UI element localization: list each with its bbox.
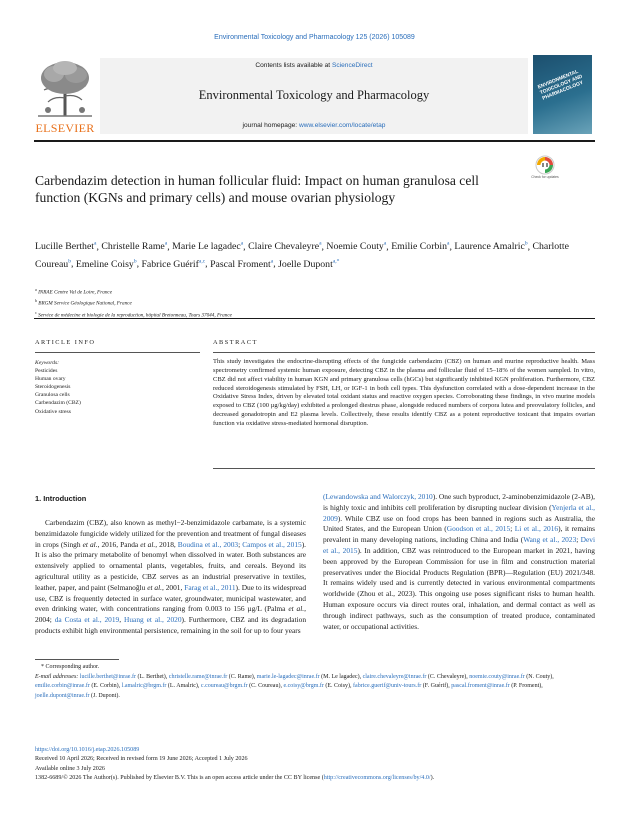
keywords-block	[35, 359, 200, 416]
keyword-item: Carbendazim (CBZ)	[35, 400, 81, 407]
license-link[interactable]: http://creativecommons.org/licenses/by/4.0/	[323, 774, 431, 781]
introduction-heading: 1. Introduction	[35, 494, 87, 503]
body-text: ,	[119, 615, 125, 625]
email-link[interactable]: fabrice.guerif@univ-tours.fr	[353, 683, 422, 690]
email-owner: (P. Froment),	[509, 683, 543, 690]
author-name: Lucille Berthet	[35, 241, 95, 253]
author-name: Emeline Coisy	[75, 258, 134, 270]
author-entry	[35, 241, 96, 252]
citation-link[interactable]: Yenjerla et al., 2009	[323, 502, 595, 523]
check-for-updates-label: Check for updates	[531, 175, 559, 179]
email-link[interactable]: e.coisy@brgm.fr	[283, 683, 324, 690]
body-text: ;	[576, 535, 581, 545]
citation-link[interactable]: Wang et al., 2023	[523, 535, 577, 545]
keyword-item: Steroidogenesis	[35, 384, 71, 391]
keyword-item: Oxidative stress	[35, 408, 71, 415]
author-name: Charlotte Coureau	[35, 241, 569, 270]
introduction-column-left	[35, 518, 306, 637]
journal-title: Environmental Toxicology and Pharmacology	[198, 88, 430, 102]
author-name: Christelle Rame	[101, 241, 165, 253]
citation-link[interactable]: Li et al., 2016	[514, 524, 559, 534]
check-for-updates-badge[interactable]	[531, 155, 559, 185]
author-affiliation-marker[interactable]: b	[68, 258, 71, 265]
email-link[interactable]: christelle.rame@inrae.fr	[168, 673, 228, 680]
author-entry	[172, 241, 243, 252]
contents-prefix: Contents lists available at	[255, 62, 332, 69]
email-link[interactable]: marie.le-lagadec@inrae.fr	[256, 673, 320, 680]
homepage-prefix: journal homepage:	[242, 122, 299, 129]
publication-info	[35, 746, 595, 783]
email-owner: (M. Le lagadec),	[319, 673, 363, 680]
corresponding-author-note: * Corresponding author.	[41, 664, 100, 670]
abstract-text: This study investigates the endocrine-disrupting effects of the fungicide carbendazim (CBZ) on human and murine reproductive health. Mass spectrometry confirmed systemic human exposure, detecting CBZ in the plasma and follicular fluid of 15–18% of the women sampled. In vitro, CBZ did not affect viability in human KGN and primary granulosa cells (hGCs) but significantly inhibited KGN proliferation. Furthermore, CBZ reduced steroidogenesis stimulated by FSH, LH, or IGF-1 in both cell types. This dysfunction correlated with a dose-dependent increase in the Oxidative Stress Index, driven by elevated total oxidant status and reactive oxygen species. Corroborating these findings, in vivo murine models exposed to CBZ (100 µg/kg/day) exhibited a prolonged diestrus phase, alongside reduced numbers of corpora lutea and preovulatory follicles, and decreased gonadotropin and E2 plasma levels. Collectively, these results identify CBZ as a potent reproductive toxicant that impairs ovarian function via oxidative stress-mediated hormonal disruption.	[213, 358, 595, 427]
body-text: ;	[238, 539, 243, 549]
citation-link[interactable]: Goodson et al., 2015	[446, 524, 511, 534]
license-suffix: ).	[430, 774, 435, 781]
email-owner: (J. Dupont).	[89, 692, 120, 699]
email-owner: (E. Coisy),	[323, 683, 354, 690]
body-text: , 2001,	[162, 582, 185, 592]
header-rule	[34, 140, 595, 142]
author-affiliation-marker[interactable]: a	[240, 241, 244, 247]
email-owner: (C. Chevaleyre),	[426, 673, 470, 680]
author-name: Laurence Amalric	[454, 241, 525, 253]
section-rule	[34, 318, 595, 319]
author-entry	[278, 259, 339, 270]
author-entry	[326, 241, 386, 252]
journal-citation[interactable]: Environmental Toxicology and Pharmacology 125 (2026) 105089	[214, 34, 415, 41]
author-affiliation-marker[interactable]: a	[164, 241, 168, 247]
author-entry	[454, 241, 527, 252]
author-name: Noemie Couty	[326, 241, 384, 253]
journal-cover-image	[533, 55, 592, 134]
introduction-column-right	[323, 492, 595, 632]
affiliation	[35, 286, 595, 297]
affiliation-text: INRAE Centre Val de Loire, France	[38, 289, 113, 296]
email-link[interactable]: lucille.berthet@inrae.fr	[79, 673, 136, 680]
contents-line	[100, 62, 528, 69]
author-name: Joelle Dupont	[278, 258, 333, 270]
body-text: ). In addition, CBZ was reintroduced to the European market in 2021, having been approved by the European Commission for use in film and construction material preservatives under the Biocidal Products Regulation (BPR)—Regulation (EU) 2021/348. It remains widely used and is currently detected in various environmental compartments worldwide (Zhou et al., 2023). This ongoing use poses significant risks to human health. Human exposure occurs via direct routes oral, inhalation, and dermal contact as well as through indirect pathways, such as the consumption of treated produce, contaminated water, or occupational activities.	[323, 545, 596, 631]
email-link[interactable]: pascal.froment@inrae.fr	[451, 683, 510, 690]
author-name: Fabrice Guérif	[141, 258, 199, 270]
keyword-item: Human ovary	[35, 376, 66, 383]
footnote-rule	[35, 659, 119, 660]
author-name: Pascal Froment	[210, 258, 271, 270]
abstract-rule	[213, 352, 595, 353]
body-text: , 2004;	[35, 604, 306, 625]
abstract-bottom-rule	[213, 468, 595, 469]
email-link[interactable]: c.coureau@brgm.fr	[200, 683, 248, 690]
author-affiliation-marker[interactable]: a,*	[332, 258, 340, 265]
keyword-item: Granulosa cells	[35, 392, 70, 399]
license-prefix: 1382-6689/© 2026 The Author(s). Published by Elsevier B.V. This is an open access article under the CC BY license (	[35, 774, 324, 781]
affiliation-text: Service de médecine et biologie de la reproduction, hôpital Bretonneau, Tours 37044, France	[38, 312, 232, 319]
body-text: ). While CBZ use on food crops has been banned in regions such as Australia, the United States, and the European Union (	[323, 513, 595, 534]
cover-title: ENVIRONMENTAL TOXICOLOGY AND PHARMACOLOGY	[537, 68, 585, 102]
author-affiliation-marker[interactable]: b	[524, 241, 528, 247]
body-text: , 2018,	[155, 539, 178, 549]
citation-link[interactable]: Campos et al., 2015	[242, 539, 302, 549]
article-title: Carbendazim detection in human follicular fluid: Impact on human granulosa cell function (KGNs and primary cells) and mouse ovarian physiology	[35, 173, 479, 205]
email-link[interactable]: l.amalric@brgm.fr	[121, 683, 167, 690]
email-link[interactable]: noemie.couty@inrae.fr	[469, 673, 525, 680]
author-name: Emilie Corbin	[391, 241, 447, 253]
author-entry	[248, 241, 321, 252]
email-owner: (F. Guérif),	[421, 683, 452, 690]
article-info-rule	[35, 352, 200, 353]
author-affiliation-marker[interactable]: b	[133, 258, 137, 265]
author-entry	[141, 259, 205, 270]
citation-link[interactable]: Lewandowska and Walorczyk, 2010	[325, 492, 433, 501]
citation-link[interactable]: Devi et al., 2015	[323, 535, 595, 555]
author-affiliation-marker[interactable]: a	[447, 241, 450, 247]
body-text: ). One such byproduct, 2-aminobenzimidazole (2-AB), is highly toxic and inhibits cell proliferation by disrupting nuclear division (	[323, 492, 595, 512]
keyword-item: Pesticides	[35, 368, 58, 375]
italic-text: et al.	[82, 539, 98, 549]
author-entry	[391, 241, 449, 252]
email-owner: (C. Coureau),	[247, 683, 284, 690]
affiliation-marker: a	[35, 287, 37, 292]
author-entry	[210, 259, 273, 270]
keywords-label: Keywords:	[35, 360, 60, 366]
publisher-name: ELSEVIER	[35, 121, 95, 135]
affiliation-list	[35, 286, 595, 320]
body-text: ), it remains prevalent in many developing nations, including China and India (	[323, 524, 595, 545]
email-owner: (N. Couty),	[524, 673, 554, 680]
author-affiliation-marker[interactable]: a	[383, 241, 387, 247]
author-name: Claire Chevaleyre	[248, 241, 320, 253]
doi-link[interactable]: https://doi.org/10.1016/j.etap.2026.105089	[35, 747, 140, 753]
body-text: ;	[510, 524, 515, 534]
body-text: , 2016, Panda	[97, 539, 141, 549]
body-text: ). It is also the primary metabolite of benomyl when dissolved in water. Both substances are extensively applied to ornamental plants, vegetables, fruits, and cereals. Beyond its agricultural utility as a pesticide, CBZ serves as an industrial preservative in textiles, leather, paper, and paint (Selmanoğlu	[35, 539, 307, 592]
body-text: ). Furthermore, CBZ and its degradation products exhibit high environmental persistence, remaining in the soil for up to four years	[35, 615, 307, 635]
author-affiliation-marker[interactable]: a	[94, 241, 97, 247]
author-affiliation-marker[interactable]: a	[270, 258, 274, 265]
email-owner: (L. Berthet),	[135, 673, 169, 680]
license-line	[35, 774, 595, 783]
received-dates: Received 10 April 2026; Received in revised form 19 June 2026; Accepted 1 July 2026	[35, 756, 248, 763]
abstract-heading: ABSTRACT	[213, 339, 258, 346]
affiliation-marker: b	[35, 298, 37, 304]
email-owner: (C. Rame),	[227, 673, 257, 680]
citation-link[interactable]: Huang et al., 2020	[124, 615, 182, 625]
email-link[interactable]: emilie.corbin@inrae.fr	[35, 683, 90, 690]
author-affiliation-marker[interactable]: a,c	[198, 258, 206, 265]
author-name: Marie Le lagadec	[172, 241, 241, 253]
body-text: Carbendazim (CBZ), also known as methyl−2-benzimidazole carbamate, is a systemic benzimidazole fungicide widely utilized for the prevention and treatment of fungal diseases in crops (Singh	[35, 518, 306, 549]
body-text: ). Due to its widespread use, CBZ is frequently detected in surface water, groundwater, municipal wastewater, and even drinking water, with concentrations ranging from 0.003 to 156 µg/L (Palma	[35, 582, 307, 614]
citation-link[interactable]: (	[323, 492, 326, 501]
homepage-link[interactable]: www.elsevier.com/locate/etap	[298, 122, 386, 129]
author-affiliation-marker[interactable]: a	[319, 241, 322, 247]
email-addresses	[35, 673, 595, 702]
italic-text: et al.	[140, 539, 156, 549]
email-owner: (E. Corbin),	[89, 683, 122, 690]
author-entry	[76, 259, 137, 270]
author-entry	[101, 241, 167, 252]
citation-link[interactable]: Boudina et al., 2003	[177, 539, 239, 549]
italic-text: et al.	[147, 582, 162, 592]
footnotes	[35, 663, 595, 701]
homepage-line	[100, 122, 528, 129]
email-owner: (L. Amalric),	[166, 683, 201, 690]
article-info-heading: ARTICLE INFO	[35, 339, 96, 346]
affiliation-text: BRGM Service Géologique National, France	[38, 301, 132, 308]
author-list: Lucille Berthet$^a$, Christelle Rame$^a$, Marie Le lagadec$^a$, Claire Chevaleyre$^a$, Noemie Couty$^a$, Emilie Corbin$^a$, Laurence Amalric$^b$, Charlotte Coureau$^b$, Emeline Coisy$^b$, Fabrice Guérif$^{a,c}$, Pascal Froment$^a$, Joelle Dupont$^{a,*}$	[35, 241, 569, 270]
citation-link[interactable]: Farag et al., 2011	[184, 582, 236, 592]
affiliation	[35, 297, 595, 308]
italic-text: et al.	[288, 604, 305, 614]
email-link[interactable]: claire.chevaleyre@inrae.fr	[362, 673, 427, 680]
email-link[interactable]: joelle.dupont@inrae.fr	[35, 692, 90, 699]
email-label: E-mail addresses:	[35, 673, 80, 680]
affiliation-marker: c	[35, 309, 37, 315]
sciencedirect-link[interactable]: ScienceDirect	[331, 62, 373, 69]
citation-link[interactable]: da Costa et al., 2019	[54, 615, 120, 625]
available-online: Available online 3 July 2026	[35, 765, 105, 772]
